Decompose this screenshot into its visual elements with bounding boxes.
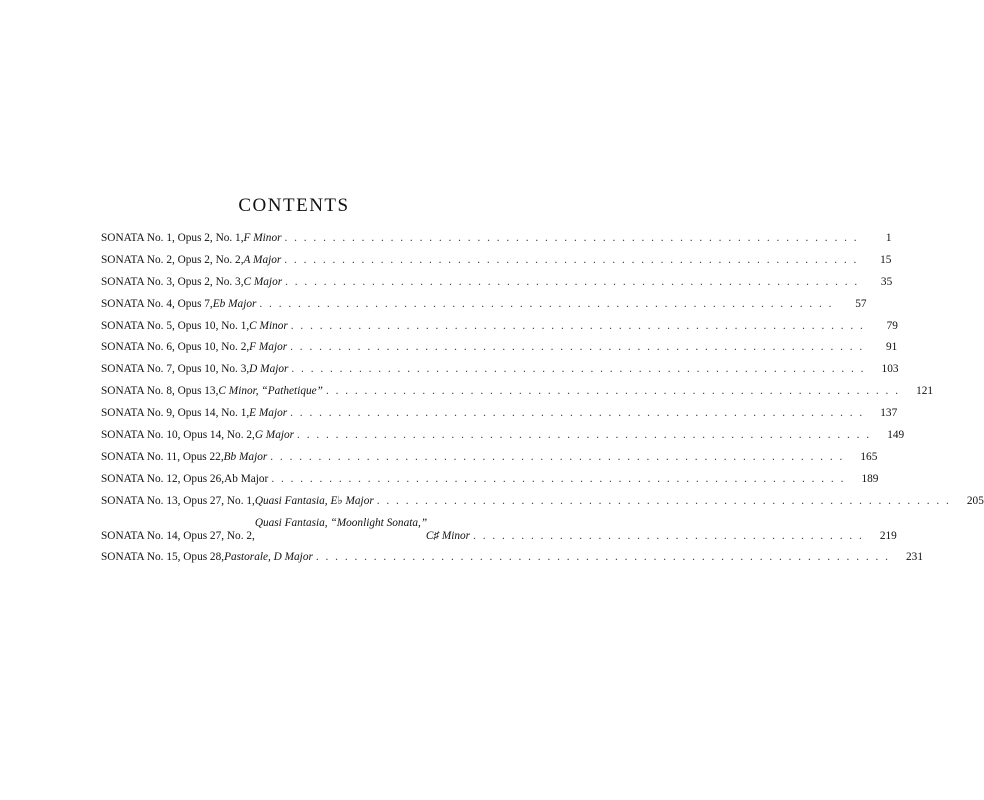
- entry-key: Bb Major: [223, 450, 268, 463]
- toc-entry[interactable]: [101, 516, 897, 543]
- entry-label: SONATA No. 11, Opus 22,: [101, 450, 224, 463]
- entry-label: SONATA No. 4, Opus 7,: [101, 297, 213, 310]
- entry-page-number: 189: [861, 472, 879, 485]
- entry-key: C Minor, “Pathetique”: [218, 385, 323, 398]
- toc-entry[interactable]: [101, 407, 898, 420]
- entry-label: SONATA No. 2, Opus 2, No. 2,: [101, 253, 244, 266]
- entry-key: Pastorale, D Major: [224, 551, 313, 564]
- toc-entry[interactable]: [101, 385, 934, 398]
- entry-key: C Major: [243, 275, 283, 288]
- entry-key: G Major: [254, 429, 295, 442]
- entry-page-number: 137: [880, 407, 898, 420]
- entry-label: SONATA No. 14, Opus 27, No. 2,: [101, 529, 255, 542]
- leader-dots: . . . . . . . . . . . . . . . . . . . . . . . . . . . . . . . . . . . . . . . . . . . . . . . . . . . . . . . . . . . .: [270, 450, 845, 463]
- toc-entry[interactable]: [101, 232, 892, 245]
- leader-dots: . . . . . . . . . . . . . . . . . . . . . . . . . . . . . . . . . . . . . . . . . . . . . . . . . . . . . . . . . . . .: [325, 385, 901, 398]
- entry-page-number: 205: [966, 494, 984, 507]
- entry-page-number: 57: [855, 297, 867, 310]
- entry-key-line2: C♯ Minor: [425, 529, 471, 542]
- entry-label: SONATA No. 1, Opus 2, No. 1,: [101, 232, 244, 244]
- leader-dots: . . . . . . . . . . . . . . . . . . . . . . . . . . . . . . . . . . . . . . . . . . . . . . . . . . . . . . . . . . . .: [285, 275, 860, 288]
- leader-dots: . . . . . . . . . . . . . . . . . . . . . . . . . . . . . . . . . . . . . . . . . . . . . . . . . . . . . . . . . . . .: [284, 253, 859, 266]
- entry-label: SONATA No. 8, Opus 13,: [101, 385, 219, 398]
- leader-dots: . . . . . . . . . . . . . . . . . . . . . . . . . . . . . . . . . . . . . . . . . . . . . . . . . . . . . . . . . . . .: [291, 363, 866, 376]
- leader-dots: . . . . . . . . . . . . . . . . . . . . . . . . . . . . . . . . . . . . . . . . . . . . . . . . . . . . . . . . . . . .: [259, 297, 834, 310]
- entry-label: SONATA No. 5, Opus 10, No. 1,: [101, 319, 250, 332]
- leader-dots: . . . . . . . . . . . . . . . . . . . . . . . . . . . . . . . . . . . . . . . . . . . . . . . . . . . . . . . . . . . .: [290, 407, 865, 420]
- toc-entry[interactable]: [101, 551, 923, 564]
- leader-dots: . . . . . . . . . . . . . . . . . . . . . . . . . . . . . . . . . . . . . . . . .: [473, 529, 864, 542]
- entry-label: SONATA No. 13, Opus 27, No. 1,: [101, 494, 255, 507]
- entry-key: F Major: [249, 341, 288, 354]
- entry-key: D Major: [249, 363, 289, 376]
- table-of-contents: [101, 232, 984, 573]
- entry-page-number: 121: [916, 385, 934, 398]
- toc-entry[interactable]: [101, 319, 898, 333]
- entry-page-number: 91: [885, 341, 898, 354]
- toc-entry[interactable]: [101, 363, 899, 376]
- entry-page-number: 15: [880, 253, 892, 266]
- entry-key: C Minor: [249, 319, 288, 332]
- entry-page-number: 219: [879, 529, 897, 542]
- toc-entry[interactable]: [101, 253, 892, 267]
- leader-dots: . . . . . . . . . . . . . . . . . . . . . . . . . . . . . . . . . . . . . . . . . . . . . . . . . . . . . . . . . . . .: [290, 341, 865, 354]
- leader-dots: . . . . . . . . . . . . . . . . . . . . . . . . . . . . . . . . . . . . . . . . . . . . . . . . . . . . . . . . . . . .: [271, 472, 846, 485]
- leader-dots: . . . . . . . . . . . . . . . . . . . . . . . . . . . . . . . . . . . . . . . . . . . . . . . . . . . . . . . . . . . .: [290, 319, 865, 332]
- entry-label: SONATA No. 10, Opus 14, No. 2,: [101, 429, 255, 442]
- entry-page-number: 35: [880, 275, 893, 288]
- entry-label: SONATA No. 15, Opus 28,: [101, 551, 225, 564]
- leader-dots: . . . . . . . . . . . . . . . . . . . . . . . . . . . . . . . . . . . . . . . . . . . . . . . . . . . . . . . . . . . .: [297, 429, 872, 442]
- toc-entry[interactable]: [101, 297, 867, 311]
- entry-page-number: 231: [906, 551, 923, 564]
- entry-page-number: 165: [860, 450, 878, 463]
- entry-label: SONATA No. 6, Opus 10, No. 2,: [101, 341, 250, 354]
- entry-page-number: 103: [881, 363, 899, 376]
- entry-key: Quasi Fantasia, E♭ Major: [254, 494, 374, 507]
- toc-entry[interactable]: [101, 472, 879, 486]
- entry-page-number: 1: [885, 232, 892, 244]
- entry-key: E Major: [249, 407, 288, 420]
- entry-key: A Major: [243, 253, 282, 266]
- entry-label: SONATA No. 3, Opus 2, No. 3,: [101, 275, 244, 288]
- page-title: CONTENTS: [238, 195, 350, 216]
- leader-dots: . . . . . . . . . . . . . . . . . . . . . . . . . . . . . . . . . . . . . . . . . . . . . . . . . . . . . . . . . . . .: [284, 232, 859, 244]
- toc-entry[interactable]: [101, 494, 984, 508]
- entry-key-continuation: [255, 530, 867, 543]
- toc-entry[interactable]: [101, 429, 905, 442]
- entry-key: F Minor: [243, 232, 282, 244]
- toc-entry[interactable]: [101, 341, 898, 354]
- entry-key: Quasi Fantasia, “Moonlight Sonata,”: [254, 516, 428, 529]
- entry-label: SONATA No. 9, Opus 14, No. 1,: [101, 407, 250, 420]
- entry-label: SONATA No. 7, Opus 10, No. 3,: [101, 363, 250, 376]
- entry-key-block: [255, 517, 867, 543]
- toc-entry[interactable]: [101, 275, 893, 289]
- entry-page-number: 149: [887, 429, 905, 442]
- entry-page-number: 79: [886, 319, 898, 332]
- leader-dots: . . . . . . . . . . . . . . . . . . . . . . . . . . . . . . . . . . . . . . . . . . . . . . . . . . . . . . . . . . . .: [315, 551, 890, 564]
- entry-key: Eb Major: [212, 297, 257, 310]
- entry-key: Ab Major: [224, 472, 269, 485]
- toc-entry[interactable]: [101, 450, 878, 464]
- leader-dots: . . . . . . . . . . . . . . . . . . . . . . . . . . . . . . . . . . . . . . . . . . . . . . . . . . . . . . . . . . . .: [376, 494, 951, 507]
- entry-label: SONATA No. 12, Opus 26,: [101, 472, 225, 485]
